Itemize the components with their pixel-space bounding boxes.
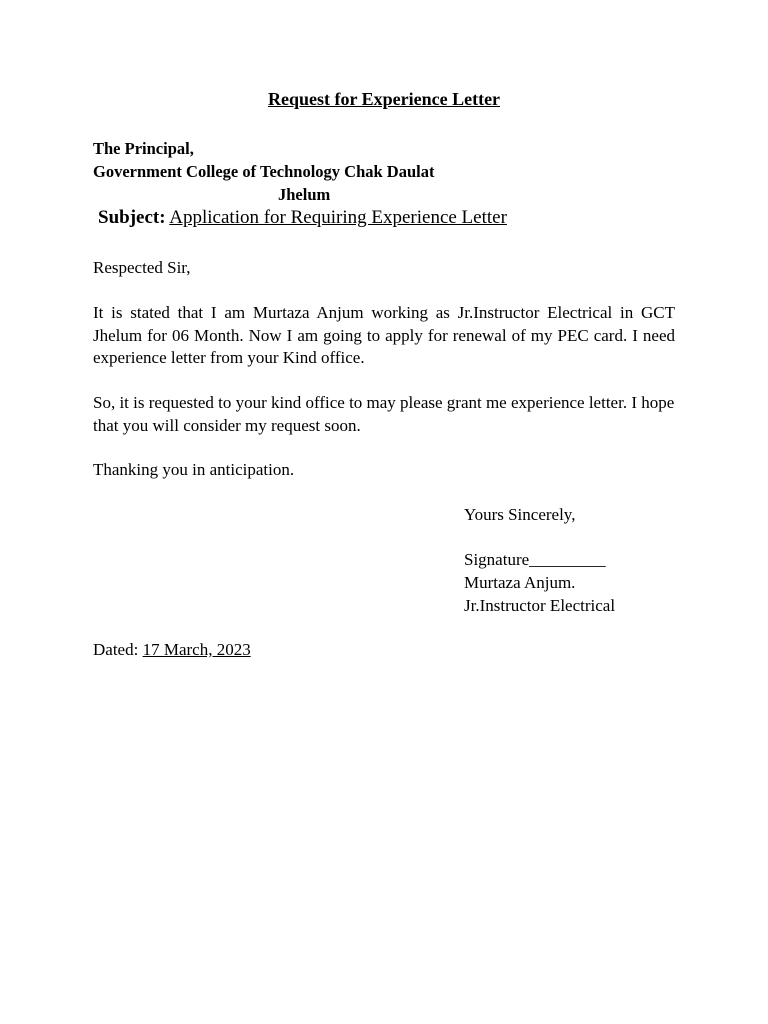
closing: Yours Sincerely, xyxy=(464,505,576,524)
recipient-institution: Government College of Technology Chak Daulat xyxy=(93,162,435,181)
thanks-line: Thanking you in anticipation. xyxy=(93,460,295,479)
date-value: 17 March, 2023 xyxy=(142,640,251,659)
body-paragraph-2: So, it is requested to your kind office to may please grant me experience letter. I hope that you will consider my request soon. xyxy=(93,393,675,435)
body-paragraph-1: It is stated that I am Murtaza Anjum working as Jr.Instructor Electrical in GCT Jhelum for 06 Month. Now I am going to apply for renewal of my PEC card. I need experience letter from your Kind office. xyxy=(93,303,675,368)
letter-title: Request for Experience Letter xyxy=(267,89,501,109)
recipient-title: The Principal, xyxy=(93,139,194,158)
sender-designation: Jr.Instructor Electrical xyxy=(464,596,616,615)
subject-line xyxy=(98,206,507,230)
dated-label: Dated: xyxy=(93,640,139,659)
salutation: Respected Sir, xyxy=(93,258,191,277)
signature-line: Signature_________ xyxy=(464,550,606,569)
subject-label: Subject: xyxy=(98,207,166,228)
dated-line xyxy=(93,639,251,662)
sender-name: Murtaza Anjum. xyxy=(464,573,576,592)
recipient-city: Jhelum xyxy=(278,185,331,204)
subject-text: Application for Requiring Experience Letter xyxy=(169,207,507,228)
